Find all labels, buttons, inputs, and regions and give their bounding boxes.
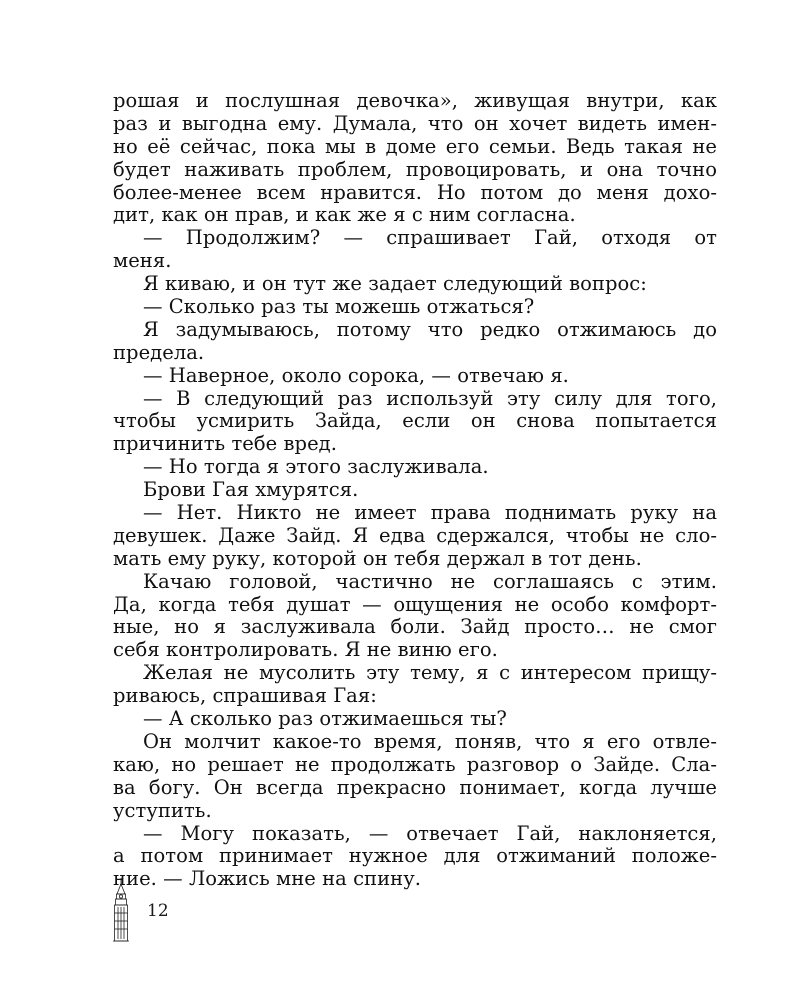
text-line: — Сколько раз ты можешь отжаться? (143, 295, 535, 319)
text-line: себя контролировать. Я не виню его. (113, 638, 498, 662)
text-line: более-менее всем нравится. Но потом до меня дохо- (113, 180, 717, 204)
text-line: Качаю головой, частично не соглашаясь с этим. (143, 569, 717, 593)
text-line: чтобы усмирить Зайда, если он снова попытается (113, 409, 717, 433)
text-line: будет наживать проблем, провоцировать, и она точно (113, 157, 717, 181)
text-line: — Нет. Никто не имеет права поднимать руку на (143, 501, 717, 525)
text-line: риваюсь, спрашивая Гая: (113, 684, 377, 708)
body-text (113, 90, 717, 891)
text-line: но её сейчас, пока мы в доме его семьи. Ведь такая не (113, 134, 717, 158)
text-line: предела. (113, 340, 205, 364)
text-line: Я задумываюсь, потому что редко отжимаюсь до (143, 317, 717, 341)
text-line: Брови Гая хмурятся. (143, 478, 359, 502)
text-line: — Но тогда я этого заслуживала. (143, 455, 489, 479)
text-line: — А сколько раз отжимаешься ты? (143, 707, 507, 731)
text-line: причинить тебе вред. (113, 432, 337, 456)
text-line: ва богу. Он всегда прекрасно понимает, когда лучше (113, 775, 717, 799)
text-line: уступить. (113, 798, 212, 822)
text-line: ние. — Ложись мне на спину. (113, 867, 421, 891)
text-line: Он молчит какое-то время, поняв, что я его отвле- (143, 729, 717, 753)
text-line: девушек. Даже Зайд. Я едва сдержался, чтобы не сло- (113, 523, 717, 547)
text-line: Желая не мусолить эту тему, я с интересом прищу- (143, 661, 717, 685)
text-line: Я киваю, и он тут же задает следующий вопрос: (143, 272, 647, 296)
text-line: — Могу показать, — отвечает Гай, наклоняется, (143, 821, 717, 845)
page-number: 12 (147, 901, 169, 921)
text-line: каю, но решает не продолжать разговор о Зайде. Сла- (113, 752, 717, 776)
text-line: ные, но я заслуживала боли. Зайд просто… не смог (113, 615, 717, 639)
text-line: мать ему руку, которой он тебя держал в тот день. (113, 546, 642, 570)
text-line: меня. (113, 249, 172, 273)
text-line: рошая и послушная девочка», живущая внутри, как (113, 89, 717, 112)
text-line: — В следующий раз используй эту силу для того, (143, 386, 717, 410)
text-line: дит, как он прав, и как же я с ним согласна. (113, 203, 576, 227)
clock-tower-icon (110, 878, 132, 942)
text-line: Да, когда тебя душат — ощущения не особо комфорт- (113, 592, 717, 616)
text-line: раз и выгодна ему. Думала, что он хочет видеть имен- (113, 111, 717, 135)
text-line: а потом принимает нужное для отжиманий положе- (113, 844, 717, 868)
text-line: — Продолжим? — спрашивает Гай, отходя от (143, 226, 717, 250)
text-line: — Наверное, около сорока, — отвечаю я. (143, 363, 569, 387)
